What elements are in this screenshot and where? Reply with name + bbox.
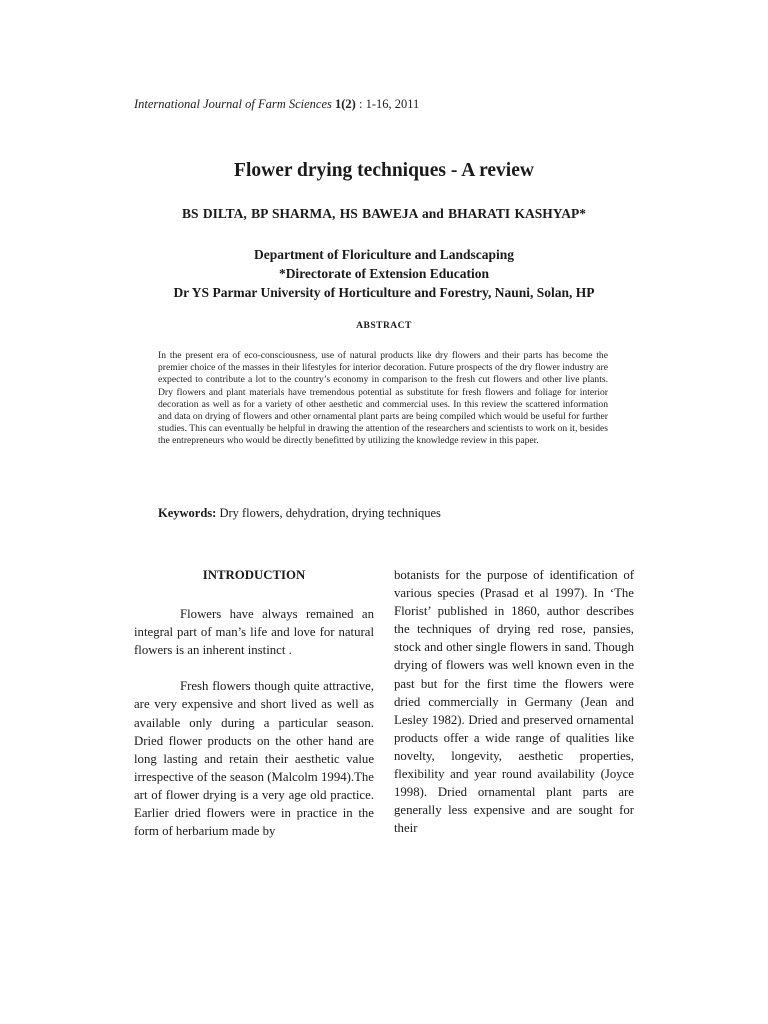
journal-pages-year: : 1-16, 2011 (358, 97, 420, 111)
journal-issue: (2) (341, 97, 356, 111)
affiliation-university: Dr YS Parmar University of Horticulture and Forestry, Nauni, Solan, HP (173, 285, 595, 300)
affiliation-department: Department of Floriculture and Landscaping (253, 247, 514, 262)
body-column-left (134, 566, 374, 840)
body-paragraph: Fresh flowers though quite attractive, are very expensive and short lived as well as available only during a particular season. Dried flower products on the other hand are long lasting and retain their aesthetic value irrespective of the season (Malcolm 1994).The art of flower drying is a very age old practice. Earlier dried flowers were in practice in the form of herbarium made by (134, 679, 374, 839)
author-list: BS DILTA, BP SHARMA, HS BAWEJA and BHARATI KASHYAP* (181, 206, 587, 221)
abstract-text: In the present era of eco-consciousness, use of natural products like dry flowers and their parts has become the premier choice of the masses in their lifestyles for interior decoration. Future prospects of the dry flower industry are expected to contribute a lot to the country’s economy in comparison to the fresh cut flowers and other live plants. Dry flowers and plant materials have tremendous potential as substitute for fresh flowers and foliage for interior decoration as well as for a variety of other aesthetic and commercial uses. In this review the scattered information and data on drying of flowers and other ornamental plant parts are being compiled which would be useful for further studies. This can eventually be helpful in drawing the attention of the researchers and scientists to work on it, besides the entrepreneurs who would be directly benefitted by utilizing the knowledge review in this paper. (158, 350, 608, 447)
abstract-heading: ABSTRACT (356, 321, 412, 331)
affiliation-directorate: *Directorate of Extension Education (278, 266, 490, 281)
body-paragraph: Flowers have always remained an integral part of man’s life and love for natural flowers is an inherent instinct . (134, 607, 374, 658)
journal-name: International Journal of Farm Sciences (134, 97, 332, 111)
body-paragraph: botanists for the purpose of identification of various species (Prasad et al 1997). In ‘The Florist’ published in 1860, author describes the techniques of drying red rose, pansies, stock and other single flowers in sand. Though drying of flowers was well known even in the past but for the first time the flowers were dried commercially in Germany (Jean and Lesley 1982). Dried and preserved ornamental products offer a wide range of qualities like novelty, longevity, aesthetic properties, flexibility and year round availability (Joyce 1998). Dried ornamental plant parts are generally less expensive and are sought for their (394, 568, 634, 836)
journal-citation (134, 97, 419, 112)
paper-title: Flower drying techniques - A review (234, 160, 534, 181)
section-heading-introduction: INTRODUCTION (202, 568, 306, 582)
keywords-text: Dry flowers, dehydration, drying techniques (216, 506, 441, 520)
journal-volume: 1 (335, 97, 342, 111)
keywords-label: Keywords: (158, 506, 217, 520)
body-column-right (394, 566, 634, 837)
keywords-line (158, 506, 441, 521)
affiliation-block (0, 245, 768, 302)
